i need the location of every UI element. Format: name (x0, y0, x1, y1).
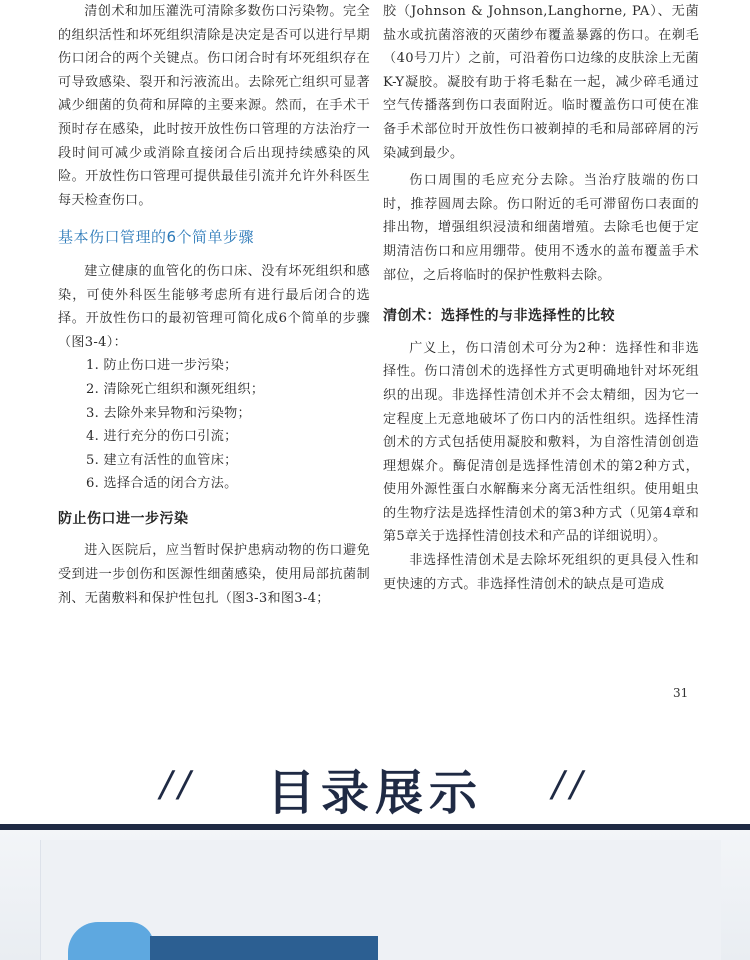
toc-divider (0, 752, 750, 822)
section-heading-prevent-contamination: 防止伤口进一步污染 (58, 510, 189, 527)
slash-decoration-left: // (160, 764, 197, 805)
section-heading-debridement: 清创术：选择性的与非选择性的比较 (383, 308, 615, 325)
page-number: 31 (673, 686, 689, 700)
section-title: 目录展示 (266, 765, 483, 821)
list-item: 4. 进行充分的伤口引流； (86, 429, 238, 445)
list-item: 6. 选择合适的闭合方法。 (86, 476, 238, 492)
right-paragraph-1: 胶（Johnson & Johnson,Langhorne, PA）、无菌盐水或抗菌溶液的灭菌纱布覆盖暴露的伤口。在剃毛（40号刀片）之前，可沿着伤口边缘的皮肤涂上无菌K-Y凝胶。凝胶有助于将毛黏在一起，减少碎毛通过空气传播落到伤口表面附近。临时覆盖伤口可使在准备手术部位时开放性伤口被剃掉的毛和局部碎屑的污染减到最少。 (383, 4, 699, 161)
slash-decoration-right: // (552, 764, 589, 805)
list-item: 3. 去除外来异物和污染物； (86, 405, 251, 421)
right-paragraph-2: 伤口周围的毛应充分去除。当治疗肢端的伤口时，推荐圆周去除。伤口附近的毛可滞留伤口表面的排出物，增强组织浸渍和细菌增殖。去除毛也便于定期清洁伤口和应用绷带。使用不透水的盖布覆盖手术部位，之后将临时的保护性敷料去除。 (383, 173, 699, 283)
right-paragraph-3: 广义上，伤口清创术可分为2种：选择性和非选择性。伤口清创术的选择性方式更明确地针对坏死组织的出现。非选择性清创术并不会太精细，因为它一定程度上无意地破坏了伤口内的活性组织。选择性清创术的方式包括使用凝胶和敷料，为自溶性清创创造理想媒介。酶促清创是选择性清创术的第2种方式，使用外源性蛋白水解酶来分离无活性组织。使用蛆虫的生物疗法是选择性清创术的第3种方式（见第4章和第5章关于选择性清创技术和产品的详细说明）。 (383, 340, 699, 545)
left-paragraph-2: 建立健康的血管化的伤口床、没有坏死组织和感染，可使外科医生能够考虑所有进行最后闭合的选择。开放性伤口的最初管理可简化成6个简单的步骤（图3-4）： (58, 263, 370, 350)
left-paragraph-3: 进入医院后，应当暂时保护患病动物的伤口避免受到进一步创伤和医源性细菌感染，使用局部抗菌制剂、无菌敷料和保护性包扎（图3-3和图3-4； (58, 543, 370, 606)
right-column (383, 0, 699, 596)
steps-list (58, 354, 370, 496)
list-item: 2. 清除死亡组织和濒死组织； (86, 381, 265, 397)
right-paragraph-4: 非选择性清创术是去除坏死组织的更具侵入性和更快速的方式。非选择性清创术的缺点是可造成 (383, 553, 699, 592)
left-column (58, 0, 370, 610)
animal-silhouette-icon (68, 922, 154, 960)
left-paragraph-1: 清创术和加压灌洗可清除多数伤口污染物。完全的组织活性和坏死组织清除是决定是否可以进行早期伤口闭合的两个关键点。伤口闭合时有坏死组织存在可导致感染、裂开和污液流出。去除死亡组织可显著减少细菌的负荷和屏障的主要来源。然而，在手术干预时存在感染，此时按开放性伤口管理的方法治疗一段时间可减少或消除直接闭合后出现持续感染的风险。开放性伤口管理可提供最佳引流并允许外科医生每天检查伤口。 (58, 4, 370, 208)
list-item: 5. 建立有活性的血管床； (86, 452, 238, 468)
list-item: 1. 防止伤口进一步污染； (86, 358, 238, 374)
preview-header-bar (150, 936, 378, 960)
section-heading-six-steps: 基本伤口管理的6个简单步骤 (58, 228, 255, 247)
